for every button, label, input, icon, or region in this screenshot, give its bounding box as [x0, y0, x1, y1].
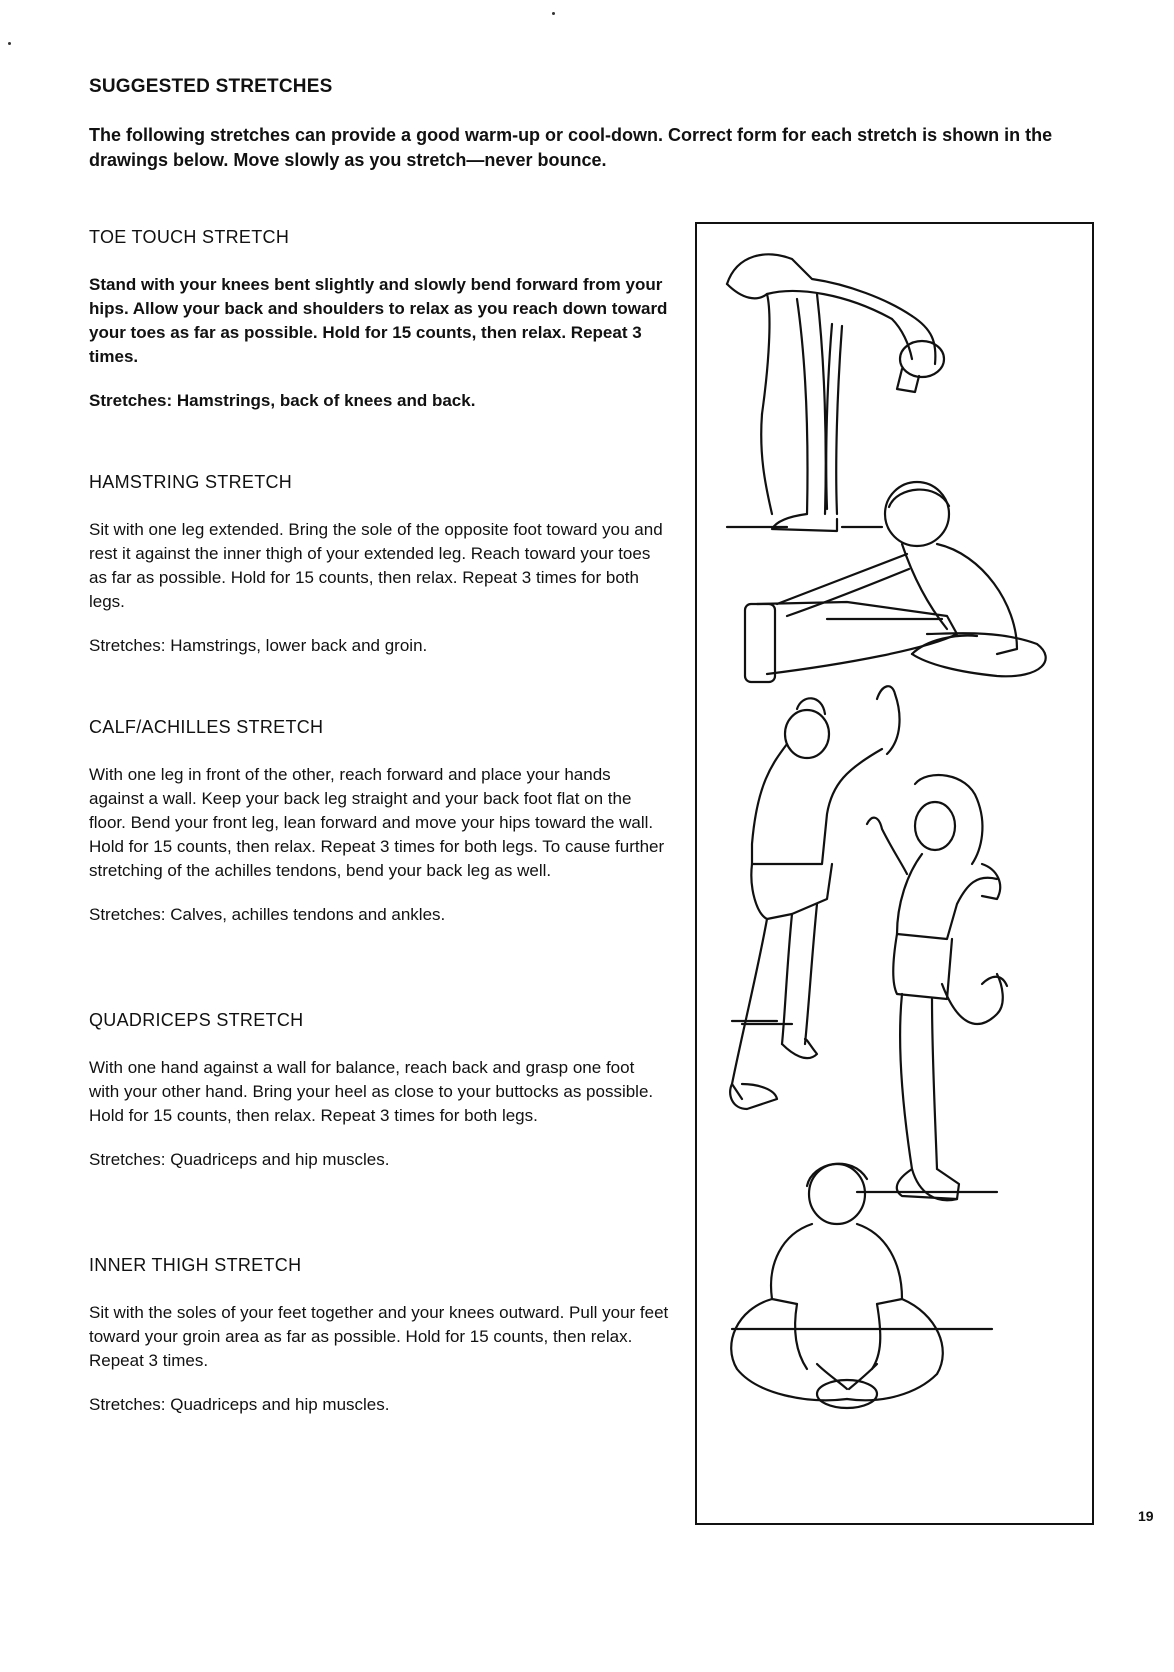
section-stretches: Stretches: Hamstrings, lower back and groin.: [89, 636, 428, 655]
section-hamstring-stretch: [89, 471, 669, 658]
hamstring-figure-illustration: [745, 482, 1046, 682]
scan-speck: [552, 12, 555, 15]
page-title: SUGGESTED STRETCHES: [89, 76, 333, 97]
section-heading: QUADRICEPS STRETCH: [89, 1010, 304, 1030]
section-body: Stand with your knees bent slightly and slowly bend forward from your hips. Allow your back and shoulders to relax as you reach down toward your toes as far as possible. Hold for 15 counts, then relax. Repeat 3 times.: [89, 275, 668, 366]
section-body: With one hand against a wall for balance, reach back and grasp one foot with your other hand. Bring your heel as close to your buttocks as possible. Hold for 15 counts, then relax. Repeat 3 times for both legs.: [89, 1058, 654, 1125]
section-body: Sit with the soles of your feet together and your knees outward. Pull your feet toward your groin area as far as possible. Hold for 15 counts, then relax. Repeat 3 times.: [89, 1303, 669, 1370]
intro-paragraph: The following stretches can provide a good warm-up or cool-down. Correct form for each stretch is shown in the drawings below. Move slowly as you stretch—never bounce.: [89, 125, 1053, 170]
section-quadriceps-stretch: [89, 1009, 669, 1172]
section-stretches: Stretches: Hamstrings, back of knees and back.: [89, 391, 476, 410]
scan-speck: [8, 42, 11, 45]
section-stretches: Stretches: Calves, achilles tendons and ankles.: [89, 905, 446, 924]
page-number: 19: [1138, 1508, 1154, 1524]
section-toe-touch-stretch: [89, 226, 669, 413]
section-heading: HAMSTRING STRETCH: [89, 472, 293, 492]
section-body: With one leg in front of the other, reach forward and place your hands against a wall. Keep your back leg straight and your back foot flat on the floor. Bend your front leg, lean forward and move your hips toward the wall. Hold for 15 counts, then relax. Repeat 3 times for both legs. To cause further stretching of the achilles tendons, bend your back leg as well.: [89, 765, 665, 880]
calf-achilles-figure-illustration: [730, 686, 899, 1109]
section-stretches: Stretches: Quadriceps and hip muscles.: [89, 1395, 390, 1414]
section-stretches: Stretches: Quadriceps and hip muscles.: [89, 1150, 390, 1169]
section-body: Sit with one leg extended. Bring the sole of the opposite foot toward you and rest it against the inner thigh of your extended leg. Reach toward your toes as far as possible. Hold for 15 counts, then relax. Repeat 3 times for both legs.: [89, 520, 663, 611]
section-heading: CALF/ACHILLES STRETCH: [89, 717, 324, 737]
quadriceps-figure-illustration: [732, 775, 1007, 1200]
section-heading: TOE TOUCH STRETCH: [89, 227, 290, 247]
section-inner-thigh-stretch: [89, 1254, 669, 1417]
illustration-panel: [695, 222, 1094, 1525]
section-calf-achilles-stretch: [89, 716, 669, 927]
section-heading: INNER THIGH STRETCH: [89, 1255, 302, 1275]
